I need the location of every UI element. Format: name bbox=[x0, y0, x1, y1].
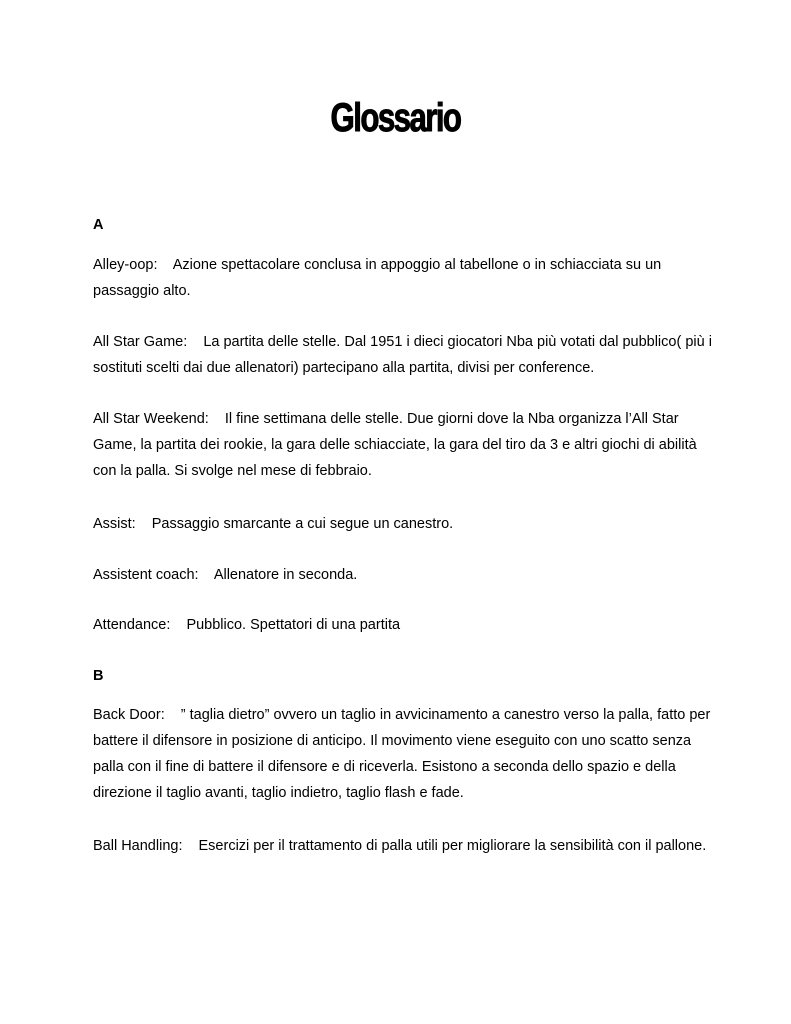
glossary-term: Ball Handling: bbox=[93, 838, 183, 854]
glossary-term: Alley-oop: bbox=[93, 257, 158, 273]
glossary-definition: Esercizi per il trattamento di palla utili per migliorare la sensibilità con il pallone. bbox=[198, 838, 707, 854]
glossary-term: All Star Game: bbox=[93, 334, 188, 350]
glossary-definition: Allenatore in seconda. bbox=[213, 567, 358, 583]
glossary-entry-assist bbox=[93, 511, 723, 537]
glossary-definition: ” taglia dietro” ovvero un taglio in avvicinamento a canestro verso la palla, fatto per battere il difensore in posizione di anticipo. Il movimento viene eseguito con uno scatto senza palla con il fine di battere il difensore e di riceverla. Esistono a seconda dello spazio e della direzione il taglio avanti, taglio indietro, taglio flash e fade. bbox=[93, 707, 711, 801]
glossary-definition: Il fine settimana delle stelle. Due giorni dove la Nba organizza l’All Star Game, la partita dei rookie, la gara delle schiacciate, la gara del tiro da 3 e altri giochi di abilità con la palla. Si svolge nel mese di febbraio. bbox=[93, 411, 697, 479]
glossary-term: Attendance: bbox=[93, 617, 171, 633]
glossary-entry-assistent-coach bbox=[93, 562, 723, 588]
glossary-term: Back Door: bbox=[93, 707, 165, 723]
glossary-entry-back-door bbox=[93, 702, 723, 806]
glossary-term: All Star Weekend: bbox=[93, 411, 209, 427]
section-letter-a: A bbox=[93, 217, 104, 233]
section-letter-b: B bbox=[93, 668, 104, 684]
glossary-entry-all-star-weekend bbox=[93, 406, 723, 484]
glossary-entry-ball-handling bbox=[93, 833, 723, 859]
glossary-entry-all-star-game bbox=[93, 329, 723, 381]
glossary-definition: La partita delle stelle. Dal 1951 i dieci giocatori Nba più votati dal pubblico( più i sostituti scelti dai due allenatori) partecipano alla partita, divisi per conference. bbox=[93, 334, 712, 376]
glossary-entry-alley-oop bbox=[93, 252, 723, 304]
glossary-term: Assistent coach: bbox=[93, 567, 199, 583]
glossary-definition: Passaggio smarcante a cui segue un canestro. bbox=[151, 516, 454, 532]
glossary-term: Assist: bbox=[93, 516, 136, 532]
glossary-definition: Azione spettacolare conclusa in appoggio al tabellone o in schiacciata su un passaggio alto. bbox=[93, 257, 662, 299]
page-title: Glossario bbox=[330, 96, 461, 140]
glossary-definition: Pubblico. Spettatori di una partita bbox=[186, 617, 401, 633]
glossary-entry-attendance bbox=[93, 612, 723, 638]
